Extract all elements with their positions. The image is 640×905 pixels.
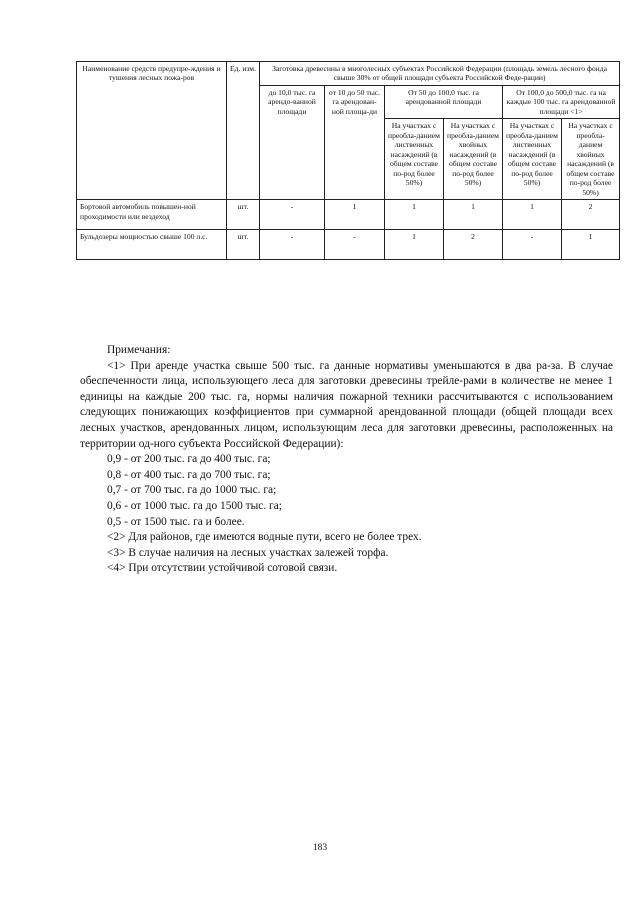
equipment-norms-table bbox=[76, 61, 620, 260]
header-group: Заготовка древесины в многолесных субъектах Российской Федерации (площадь земель лесного фонда свыше 30% от общей площади субъекта Российской Феде-рации) bbox=[260, 62, 620, 86]
header-col2: от 10 до 50 тыс. га арендован-ной площа-ди bbox=[325, 85, 385, 199]
row-value: - bbox=[260, 230, 325, 260]
page-number: 183 bbox=[312, 843, 328, 853]
header-deciduous: На участках с преобла-данием лиственных насаждений (в общем составе по-род более 50%) bbox=[503, 119, 562, 200]
row-unit: шт. bbox=[227, 200, 260, 230]
coefficient-item: 0,9 - от 200 тыс. га до 400 тыс. га; bbox=[107, 453, 271, 466]
notes-title: Примечания: bbox=[107, 344, 171, 356]
row-value: - bbox=[260, 200, 325, 230]
note-4: <4> При отсутствии устойчивой сотовой связи. bbox=[107, 562, 338, 575]
row-value: 1 bbox=[385, 200, 444, 230]
table-row bbox=[77, 200, 620, 230]
row-value: - bbox=[325, 230, 385, 260]
row-value: 1 bbox=[503, 200, 562, 230]
row-value: 1 bbox=[325, 200, 385, 230]
header-conifer: На участках с преобла-данием хвойных насаждений (в общем составе по-род более 50%) bbox=[444, 119, 503, 200]
row-value: 2 bbox=[444, 230, 503, 260]
row-value: 1 bbox=[562, 230, 620, 260]
header-group3: От 50 до 100,0 тыс. га арендованной площади bbox=[385, 85, 503, 118]
coefficient-item: 0,7 - от 700 тыс. га до 1000 тыс. га; bbox=[107, 484, 277, 497]
note-3: <3> В случае наличия на лесных участках залежей торфа. bbox=[107, 546, 389, 559]
coefficient-item: 0,5 - от 1500 тыс. га и более. bbox=[107, 515, 245, 528]
header-group4: От 100,0 до 500,0 тыс. га на каждые 100 тыс. га арендованной площади <1> bbox=[503, 85, 620, 118]
row-value: - bbox=[503, 230, 562, 260]
header-unit: Ед. изм. bbox=[227, 62, 260, 200]
table-header-row bbox=[77, 62, 620, 86]
coefficient-item: 0,8 - от 400 тыс. га до 700 тыс. га; bbox=[107, 468, 271, 481]
row-name: Бортовой автомобиль повышен-ной проходимости или вездеход bbox=[77, 200, 227, 230]
row-value: 1 bbox=[444, 200, 503, 230]
row-value: 2 bbox=[562, 200, 620, 230]
row-unit: шт. bbox=[227, 230, 260, 260]
notes-section bbox=[80, 343, 613, 577]
row-value: 1 bbox=[385, 230, 444, 260]
coefficient-item: 0,6 - от 1000 тыс. га до 1500 тыс. га; bbox=[107, 499, 282, 512]
header-conifer: На участках с преобла-данием хвойных насаждений (в общем составе по-род более 50%) bbox=[562, 119, 620, 200]
note-2: <2> Для районов, где имеются водные пути, всего не более трех. bbox=[107, 531, 422, 544]
header-name: Наименование средств предупре-ждения и тушения лесных пожа-ров bbox=[77, 62, 227, 200]
note-1: <1> При аренде участка свыше 500 тыс. га данные нормативы уменьшаются в два ра-за. В случае обеспеченности лица, использующего леса для заготовки древесины трейле-рами в количестве не менее 1 единицы на каждые 200 тыс. га, нормы наличия пожарной техники рассчитываются с использованием следующих понижающих коэффициентов при суммарной арендованной площади (общей площади всех лесных участков, арендованных лицом, использующим леса для заготовки древесины, расположенных на территории од-ного субъекта Российской Федерации): bbox=[80, 359, 613, 450]
header-col1: до 10,0 тыс. га арендо-ванной площади bbox=[260, 85, 325, 199]
row-name: Бульдозеры мощностью свыше 100 л.с. bbox=[77, 230, 227, 260]
table-row bbox=[77, 230, 620, 260]
header-deciduous: На участках с преобла-данием лиственных насаждений (в общем составе по-род более 50%) bbox=[385, 119, 444, 200]
